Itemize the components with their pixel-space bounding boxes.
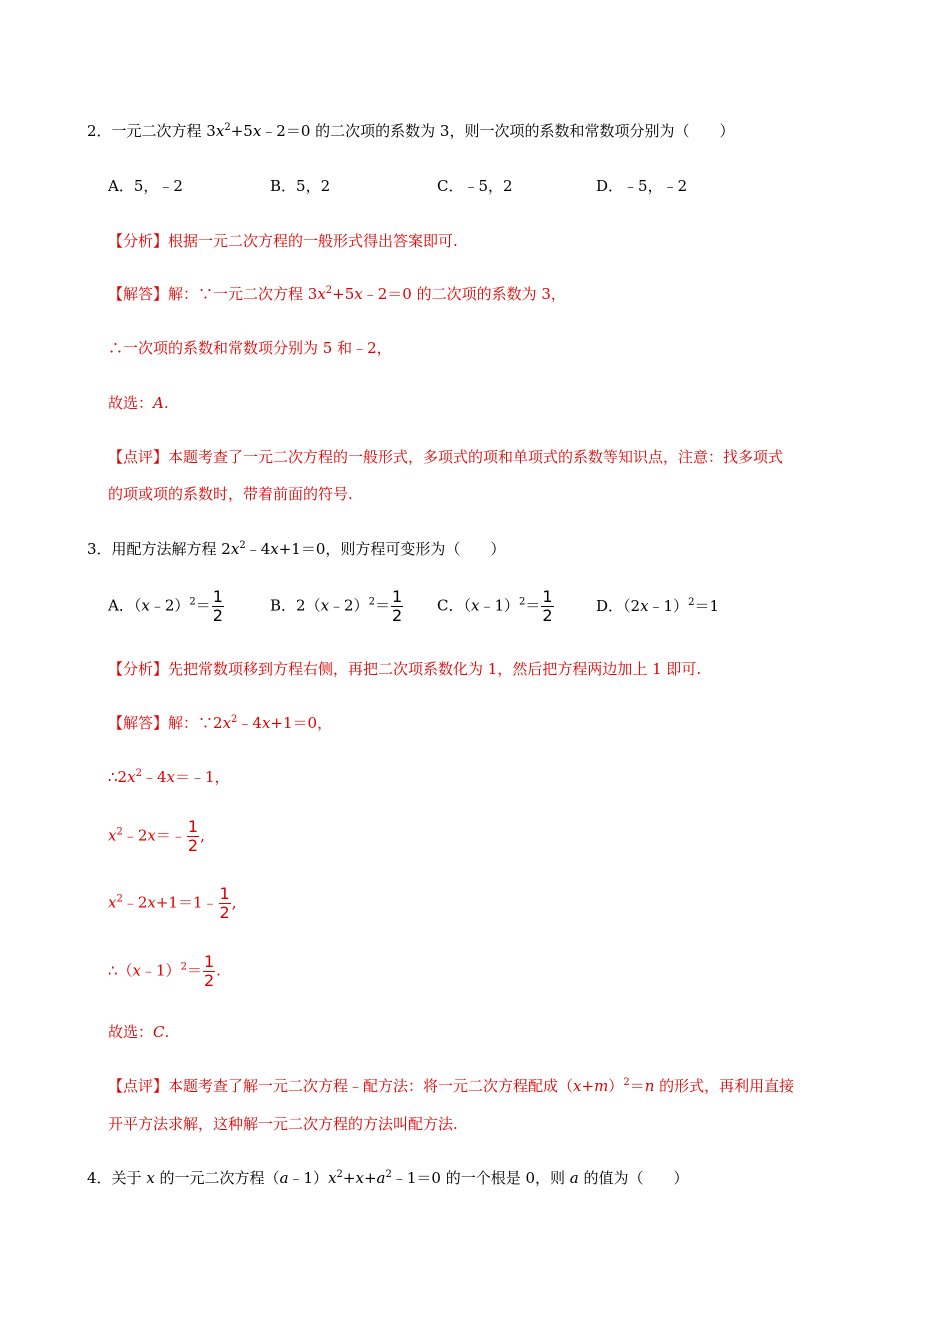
q3-analysis: 【分析】先把常数项移到方程右侧，再把二次项系数化为 1，然后把方程两边加上 1 即可.: [108, 660, 702, 678]
text: 4．关于: [87, 1169, 147, 1187]
text: ﹣1＝0 的一个根是 0，则: [391, 1169, 570, 1187]
text: ﹣1）: [141, 961, 181, 980]
var-x: x: [354, 285, 363, 303]
answer-letter: C: [153, 1023, 165, 1041]
q3-option-b: [270, 588, 404, 625]
q2-therefore: ∴一次项的系数和常数项分别为 5 和﹣2，: [108, 339, 392, 357]
text: 2．一元二次方程 3: [87, 122, 216, 140]
exponent: 2: [519, 596, 526, 608]
text: ∴2: [108, 768, 128, 786]
var-x: x: [470, 596, 480, 615]
var-x: x: [640, 597, 649, 615]
fraction: [541, 588, 553, 625]
numerator: 1: [542, 587, 553, 606]
text: .: [216, 961, 221, 980]
exponent: 2: [325, 285, 333, 296]
denominator: 2: [542, 606, 553, 625]
text: C．（: [437, 596, 471, 615]
exponent: 2: [224, 122, 231, 133]
text: +5: [332, 285, 355, 303]
text: +: [363, 1169, 377, 1187]
text: ∴（: [108, 961, 133, 980]
var-m: m: [594, 1077, 609, 1095]
var-x: x: [317, 285, 326, 303]
text: 的值为（ ）: [578, 1169, 689, 1187]
fraction: [187, 818, 199, 855]
var-x: x: [132, 961, 142, 980]
var-x: x: [141, 596, 150, 615]
fraction: [391, 588, 403, 625]
text: +1＝0，: [270, 714, 333, 732]
q3-comment-line-1: [108, 1075, 794, 1097]
text: +1＝0，则方程可变形为（ ）: [278, 540, 506, 558]
var-x: x: [252, 122, 262, 140]
text: ﹣2）: [329, 596, 369, 615]
text: D．（2: [596, 597, 641, 615]
q3-solution-line-5: [108, 953, 221, 990]
text: ﹣2: [122, 893, 148, 912]
fraction: [203, 953, 215, 990]
var-x: x: [222, 714, 232, 732]
exponent: 2: [231, 714, 238, 725]
q3-option-a: [108, 588, 225, 625]
text: ,: [200, 826, 205, 845]
text: 【解答】解：∵一元二次方程 3: [108, 285, 318, 303]
q2-comment-line-1: 【点评】本题考查了一元二次方程的一般形式，多项式的项和单项式的系数等知识点，注意：找多项式: [108, 448, 784, 466]
text: ﹣4: [141, 768, 167, 786]
text: ﹣4: [237, 714, 262, 732]
text: +: [342, 1169, 356, 1187]
text: ）: [608, 1077, 624, 1095]
exponent: 2: [189, 596, 196, 608]
fraction: [212, 588, 224, 625]
text: 的一元二次方程（: [154, 1169, 280, 1187]
exponent: 2: [623, 1077, 630, 1088]
q2-choice: [108, 392, 169, 414]
var-x: x: [328, 1169, 337, 1187]
exponent: 2: [385, 1169, 392, 1180]
var-x: x: [146, 1169, 155, 1187]
var-x: x: [147, 893, 156, 912]
denominator: 2: [187, 836, 199, 855]
q2-option-d: D．﹣5，﹣2: [596, 177, 688, 195]
text: ,: [231, 893, 237, 912]
text: +1＝1﹣: [155, 893, 218, 912]
q3-comment-line-2: 开平方法求解，这种解一元二次方程的方法叫配方法.: [108, 1115, 458, 1133]
exponent: 2: [116, 826, 123, 838]
exponent: 2: [368, 596, 375, 608]
text: ﹣1）: [288, 1169, 329, 1187]
var-x: x: [147, 826, 156, 845]
denominator: 2: [203, 971, 215, 990]
text: ﹣1）: [648, 597, 689, 615]
fraction: [219, 885, 231, 922]
q3-solution-line-3: [108, 818, 205, 855]
text: ＝﹣: [155, 826, 186, 845]
numerator: 1: [187, 817, 199, 836]
exponent: 2: [135, 768, 142, 779]
exponent: 2: [116, 893, 123, 905]
text: 【点评】本题考查了解一元二次方程﹣配方法：将一元二次方程配成（: [108, 1077, 574, 1095]
text: ﹣2）: [149, 596, 190, 615]
exponent: 2: [180, 961, 187, 973]
q2-option-a: A．5，﹣2: [108, 177, 183, 195]
numerator: 1: [391, 587, 403, 606]
text: ＝1: [694, 597, 720, 615]
text: 3．用配方法解方程 2: [87, 540, 231, 558]
var-x: x: [320, 596, 330, 615]
text: +: [581, 1077, 595, 1095]
text: ＝: [629, 1077, 645, 1095]
var-x: x: [270, 540, 279, 558]
text: ﹣2＝0 的二次项的系数为 3，则一次项的系数和常数项分别为（ ）: [261, 122, 735, 140]
var-a: a: [279, 1169, 289, 1187]
q3-choice: [108, 1021, 169, 1043]
text: ＝﹣1，: [174, 768, 230, 786]
var-a: a: [376, 1169, 386, 1187]
q2-option-b: B．5，2: [270, 177, 331, 195]
denominator: 2: [212, 606, 223, 625]
var-x: x: [573, 1077, 582, 1095]
var-x: x: [108, 893, 117, 912]
exponent: 2: [336, 1169, 343, 1180]
denominator: 2: [391, 606, 403, 625]
exponent: 2: [688, 597, 695, 608]
text: .: [164, 1023, 170, 1041]
text: ﹣2: [122, 826, 148, 845]
q2-analysis: 【分析】根据一元二次方程的一般形式得出答案即可.: [108, 232, 458, 250]
q3-solution-line-4: [108, 885, 236, 922]
var-a: a: [569, 1169, 579, 1187]
q2-comment-line-2: 的项或项的系数时，带着前面的符号.: [108, 485, 353, 503]
q3-solution-line-2: [108, 766, 230, 788]
q2-stem: [87, 120, 734, 142]
q3-stem: [87, 538, 505, 560]
text: ＝: [374, 596, 390, 615]
var-x: x: [108, 826, 117, 845]
q4-stem: [87, 1167, 689, 1189]
text: B．2（: [270, 596, 321, 615]
var-x: x: [166, 768, 175, 786]
var-x: x: [127, 768, 136, 786]
text: A．（: [108, 596, 142, 615]
q3-option-d: [596, 595, 719, 617]
text: +5: [230, 122, 253, 140]
q3-option-c: [437, 588, 555, 625]
text: 的形式，再利用直接: [654, 1077, 795, 1095]
var-x: x: [230, 540, 240, 558]
text: ＝: [525, 596, 541, 615]
text: ∵2: [198, 714, 223, 732]
text: ＝: [195, 596, 211, 615]
var-x: x: [215, 122, 225, 140]
text: ＝: [186, 961, 202, 980]
text: .: [163, 394, 169, 412]
q2-option-c: C．﹣5，2: [437, 177, 513, 195]
exponent: 2: [239, 540, 246, 551]
text: 【解答】解：: [108, 714, 199, 732]
q3-solution-line-1: [108, 712, 332, 734]
numerator: 1: [212, 587, 223, 606]
var-n: n: [644, 1077, 655, 1095]
answer-letter: A: [153, 394, 164, 412]
q2-answer: [108, 283, 566, 305]
numerator: 1: [203, 952, 215, 971]
numerator: 1: [219, 884, 230, 903]
var-x: x: [261, 714, 271, 732]
text: 故选：: [108, 394, 154, 412]
text: ﹣4: [245, 540, 271, 558]
text: ﹣2＝0 的二次项的系数为 3，: [362, 285, 566, 303]
text: ﹣1）: [479, 596, 519, 615]
text: 故选：: [108, 1023, 154, 1041]
var-x: x: [355, 1169, 364, 1187]
denominator: 2: [219, 903, 230, 922]
